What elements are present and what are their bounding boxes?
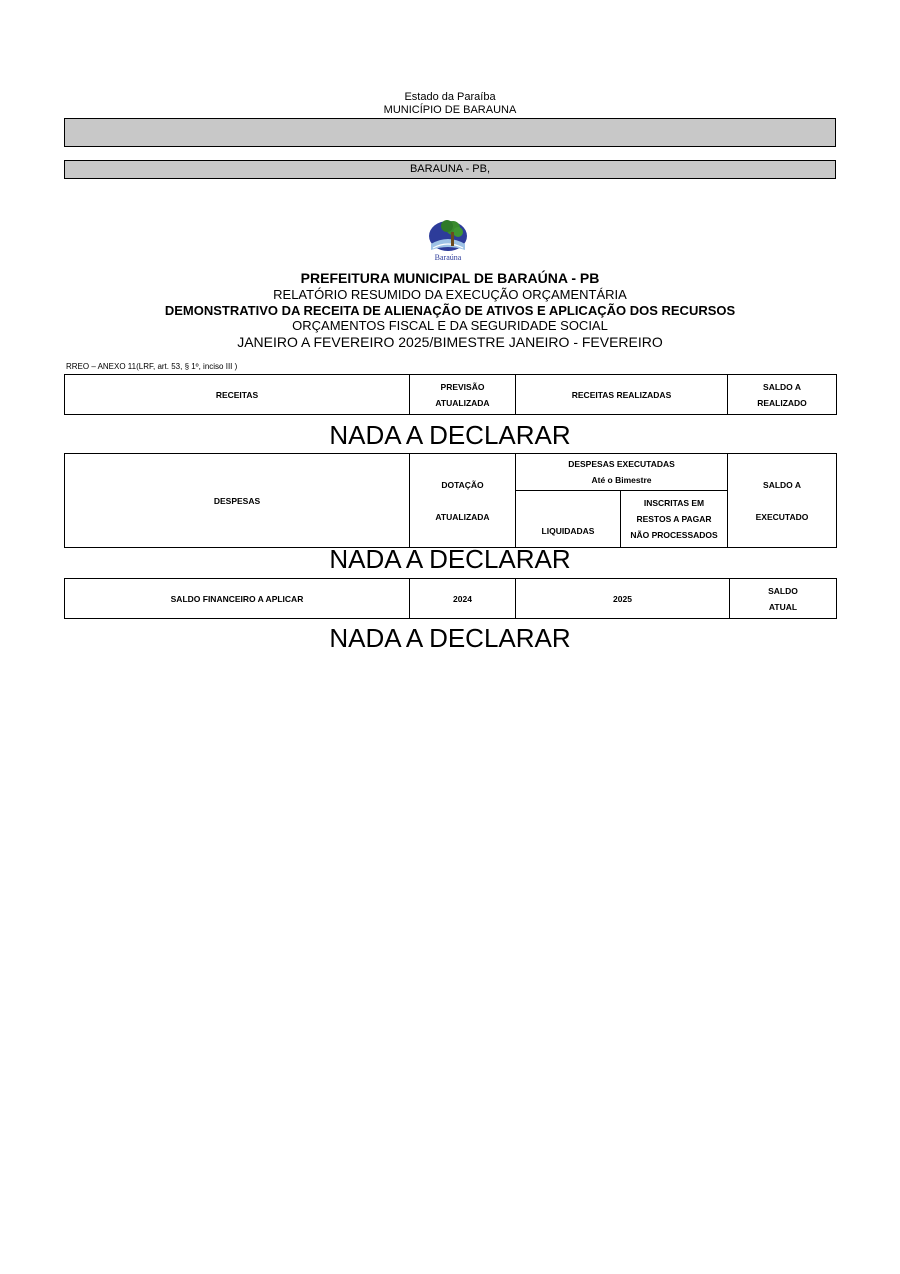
saldo-atual-line2: ATUAL <box>768 601 798 612</box>
receitas-realizadas-header: RECEITAS REALIZADAS <box>516 375 728 415</box>
report-title: PREFEITURA MUNICIPAL DE BARAÚNA - PB <box>300 270 600 286</box>
municipal-logo-icon <box>423 214 473 262</box>
saldo-financeiro-header: SALDO FINANCEIRO A APLICAR <box>65 579 410 619</box>
despesas-header: DESPESAS <box>65 454 410 548</box>
previsao-header <box>410 375 516 415</box>
saldo-executado-line2: EXECUTADO <box>755 511 809 522</box>
despesas-table <box>64 453 837 548</box>
gray-header-bar <box>64 118 836 147</box>
saldo-table <box>64 578 837 619</box>
municipality-name: MUNICÍPIO DE BARAUNA <box>383 104 517 116</box>
state-name: Estado da Paraíba <box>404 91 496 103</box>
report-orcamentos: ORÇAMENTOS FISCAL E DA SEGURIDADE SOCIAL <box>292 318 608 333</box>
report-demonstrativo: DEMONSTRATIVO DA RECEITA DE ALIENAÇÃO DE ATIVOS E APLICAÇÃO DOS RECURSOS <box>164 303 736 318</box>
year-2025-header: 2025 <box>516 579 730 619</box>
liquidadas-header: LIQUIDADAS <box>516 491 621 548</box>
report-period: JANEIRO A FEVEREIRO 2025/BIMESTRE JANEIRO - FEVEREIRO <box>237 334 663 350</box>
saldo-executado-header <box>728 454 837 548</box>
report-subtitle: RELATÓRIO RESUMIDO DA EXECUÇÃO ORÇAMENTÁRIA <box>273 287 627 302</box>
previsao-header-line1: PREVISÃO <box>440 381 485 392</box>
inscritas-header <box>621 491 728 548</box>
receitas-header: RECEITAS <box>65 375 410 415</box>
saldo-realizado-line2: REALIZADO <box>757 397 807 408</box>
year-2024-header: 2024 <box>410 579 516 619</box>
despesas-executadas-header <box>516 454 728 491</box>
inscritas-line3: NÃO PROCESSADOS <box>630 530 718 540</box>
saldo-atual-line1: SALDO <box>768 585 798 596</box>
inscritas-line1: INSCRITAS EM <box>643 498 705 508</box>
receitas-empty-message: NADA A DECLARAR <box>329 420 571 450</box>
dotacao-header-line1: DOTAÇÃO <box>441 479 484 490</box>
inscritas-line2: RESTOS A PAGAR <box>636 514 712 524</box>
svg-text:Baraúna: Baraúna <box>434 253 462 262</box>
receitas-table <box>64 374 837 415</box>
saldo-executado-line1: SALDO A <box>763 479 801 490</box>
executadas-line1: DESPESAS EXECUTADAS <box>568 459 675 469</box>
rreo-reference: RREO – ANEXO 11(LRF, art. 53, § 1º, inciso III ) <box>66 362 238 371</box>
despesas-empty-message: NADA A DECLARAR <box>329 544 571 574</box>
dotacao-header-line2: ATUALIZADA <box>435 511 490 522</box>
saldo-atual-header <box>730 579 837 619</box>
saldo-realizado-line1: SALDO A <box>763 381 801 392</box>
executadas-line2: Até o Bimestre <box>591 475 652 485</box>
saldo-realizado-header <box>728 375 837 415</box>
saldo-empty-message: NADA A DECLARAR <box>329 623 571 653</box>
dotacao-header <box>410 454 516 548</box>
location-bar: BARAUNA - PB, <box>64 160 836 179</box>
previsao-header-line2: ATUALIZADA <box>435 397 490 408</box>
